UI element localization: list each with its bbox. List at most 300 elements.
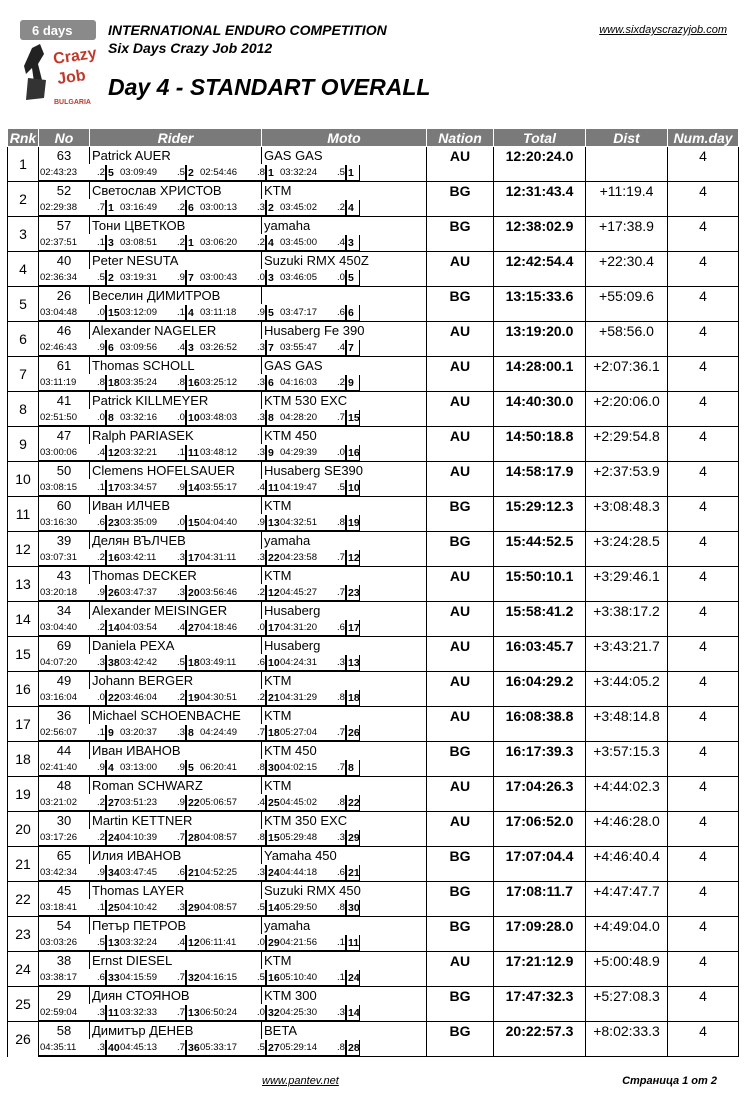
bib-number-cell: 63	[39, 147, 90, 165]
stage-time-fraction: .0	[257, 936, 265, 948]
stage-times-row	[8, 969, 739, 987]
table-row	[8, 707, 739, 725]
stage-time	[266, 340, 346, 356]
stage-times-cell	[39, 654, 427, 672]
spacer-cell	[427, 339, 494, 357]
stage-position: 12	[348, 551, 360, 564]
stage-time-fraction: .2	[257, 236, 265, 248]
stage-times	[39, 1005, 426, 1021]
total-time-cell: 12:31:43.4	[494, 182, 586, 200]
stage-time-fraction: .9	[177, 796, 185, 808]
stage-times-row	[8, 829, 739, 847]
stage-time-value: 04:28:20	[280, 411, 317, 423]
stage-time-fraction: .6	[97, 516, 105, 528]
spacer-cell	[668, 1039, 739, 1057]
moto-cell: BETA	[262, 1022, 427, 1040]
stage-time	[106, 550, 186, 566]
stage-time	[186, 515, 266, 531]
logo-crazy-text: Crazy	[52, 45, 98, 68]
stage-times-cell	[39, 164, 427, 182]
moto-cell: KTM	[262, 672, 427, 690]
total-time-cell: 12:42:54.4	[494, 252, 586, 270]
stage-time-value: 03:46:05	[280, 271, 317, 283]
bib-number-cell: 48	[39, 777, 90, 795]
stage-time-value: 03:20:18	[40, 586, 77, 598]
stage-time-fraction: .5	[97, 271, 105, 283]
spacer-cell	[427, 304, 494, 322]
stage-time-value: 04:18:46	[200, 621, 237, 633]
stage-time-fraction: .4	[257, 796, 265, 808]
stage-time	[266, 305, 346, 321]
spacer-cell	[494, 269, 586, 287]
spacer-cell	[427, 654, 494, 672]
stage-time-value: 03:21:02	[40, 796, 77, 808]
stage-time-fraction: .7	[97, 201, 105, 213]
moto-cell: yamaha	[262, 217, 427, 235]
stage-time	[186, 830, 266, 846]
stage-time	[106, 515, 186, 531]
stage-position: 17	[188, 551, 200, 564]
stage-time-value: 02:51:50	[40, 411, 77, 423]
stage-time	[186, 900, 266, 916]
stage-time-fraction: .3	[177, 726, 185, 738]
bib-number-cell: 39	[39, 532, 90, 550]
table-row	[8, 602, 739, 620]
stage-time-fraction: .9	[257, 306, 265, 318]
moto-cell: KTM	[262, 707, 427, 725]
stage-position: 4	[186, 305, 199, 320]
stage-time	[106, 235, 186, 251]
moto-cell: yamaha	[262, 917, 427, 935]
rider-name-cell: Диян СТОЯНОВ	[90, 987, 262, 1005]
stage-time-value: 03:08:51	[120, 236, 157, 248]
spacer-cell	[427, 409, 494, 427]
stage-time-value: 03:42:42	[120, 656, 157, 668]
moto-cell: KTM 350 EXC	[262, 812, 427, 830]
total-time-cell: 17:07:04.4	[494, 847, 586, 865]
stage-time-fraction: .0	[97, 306, 105, 318]
num-day-cell: 4	[668, 637, 739, 655]
total-time-cell: 17:06:52.0	[494, 812, 586, 830]
stage-time	[106, 795, 186, 811]
stage-position: 14	[268, 901, 280, 914]
bib-number-cell: 46	[39, 322, 90, 340]
rank-cell: 23	[8, 917, 39, 952]
stage-time	[186, 270, 266, 286]
stage-time-fraction: .0	[337, 446, 345, 458]
stage-times-cell	[39, 759, 427, 777]
nation-cell: AU	[427, 322, 494, 340]
stage-times-row	[8, 899, 739, 917]
stage-time	[186, 480, 266, 496]
stage-time	[346, 935, 360, 951]
bib-number-cell: 40	[39, 252, 90, 270]
stage-time	[346, 585, 360, 601]
spacer-cell	[668, 164, 739, 182]
stage-position: 4	[346, 200, 359, 215]
stage-time	[39, 900, 106, 916]
total-time-cell: 15:58:41.2	[494, 602, 586, 620]
stage-time-fraction: .5	[257, 901, 265, 913]
footer-link[interactable]: www.pantev.net	[262, 1075, 339, 1087]
stage-position: 27	[108, 796, 120, 809]
stage-time	[39, 1040, 106, 1056]
rider-name-cell: Thomas SCHOLL	[90, 357, 262, 375]
stage-time-fraction: .0	[337, 271, 345, 283]
spacer-cell	[668, 829, 739, 847]
table-row	[8, 742, 739, 760]
stage-times-row	[8, 549, 739, 567]
num-day-cell: 4	[668, 462, 739, 480]
total-time-cell: 16:03:45.7	[494, 637, 586, 655]
logo-country-text: BULGARIA	[54, 99, 91, 106]
stage-position: 11	[188, 446, 200, 459]
stage-time	[39, 340, 106, 356]
rider-name-cell: Johann BERGER	[90, 672, 262, 690]
stage-time-value: 04:08:57	[200, 831, 237, 843]
rider-name-cell: Michael SCHOENBACHE	[90, 707, 262, 725]
stage-position: 38	[108, 656, 120, 669]
stage-times-row	[8, 724, 739, 742]
stage-time-value: 02:59:04	[40, 1006, 77, 1018]
spacer-cell	[427, 479, 494, 497]
stage-time-value: 04:29:39	[280, 446, 317, 458]
stage-times-cell	[39, 969, 427, 987]
stage-time-fraction: .5	[257, 1041, 265, 1053]
bib-number-cell: 34	[39, 602, 90, 620]
stage-time-fraction: .8	[337, 691, 345, 703]
stage-time-value: 04:10:42	[120, 901, 157, 913]
stage-time-fraction: .5	[177, 656, 185, 668]
stage-position: 3	[186, 340, 199, 355]
stage-time-value: 03:47:37	[120, 586, 157, 598]
stage-time-value: 03:00:43	[200, 271, 237, 283]
nation-cell: AU	[427, 812, 494, 830]
stage-time	[346, 970, 360, 986]
spacer-cell	[427, 1039, 494, 1057]
stage-time	[39, 725, 106, 741]
spacer-cell	[427, 269, 494, 287]
stage-time-fraction: .8	[337, 901, 345, 913]
stage-times-row	[8, 514, 739, 532]
table-row	[8, 147, 739, 165]
stage-time	[346, 375, 360, 391]
table-row	[8, 1022, 739, 1040]
bib-number-cell: 29	[39, 987, 90, 1005]
moto-cell: Husaberg	[262, 602, 427, 620]
nation-cell: BG	[427, 217, 494, 235]
spacer-cell	[427, 234, 494, 252]
stage-time-value: 04:30:51	[200, 691, 237, 703]
stage-times	[39, 445, 426, 461]
stage-times-row	[8, 934, 739, 952]
total-time-cell: 13:19:20.0	[494, 322, 586, 340]
stage-time-value: 03:45:02	[280, 201, 317, 213]
stage-time	[186, 410, 266, 426]
stage-position: 25	[108, 901, 120, 914]
rank-cell: 26	[8, 1022, 39, 1057]
event-logo	[18, 18, 100, 114]
stage-time-value: 04:31:29	[280, 691, 317, 703]
stage-position: 22	[108, 691, 120, 704]
nation-cell: AU	[427, 357, 494, 375]
stage-time-fraction: .6	[177, 866, 185, 878]
stage-time	[39, 795, 106, 811]
distance-cell: +4:46:28.0	[586, 812, 668, 830]
stage-position: 18	[348, 691, 360, 704]
stage-time	[266, 550, 346, 566]
stage-time-fraction: .6	[257, 656, 265, 668]
stage-time-fraction: .3	[257, 341, 265, 353]
num-day-cell: 4	[668, 917, 739, 935]
stage-time-value: 03:04:48	[40, 306, 77, 318]
stage-time-value: 03:48:03	[200, 411, 237, 423]
rider-name-cell: Веселин ДИМИТРОВ	[90, 287, 262, 305]
spacer-cell	[494, 444, 586, 462]
rank-cell: 11	[8, 497, 39, 532]
stage-time-fraction: .3	[97, 1041, 105, 1053]
spacer-cell	[586, 899, 668, 917]
distance-cell: +22:30.4	[586, 252, 668, 270]
stage-time-fraction: .1	[97, 726, 105, 738]
spacer-cell	[586, 549, 668, 567]
bib-number-cell: 50	[39, 462, 90, 480]
stage-position: 8	[266, 410, 279, 425]
stage-time	[106, 655, 186, 671]
spacer-cell	[668, 479, 739, 497]
moto-cell: Husaberg SE390	[262, 462, 427, 480]
num-day-cell: 4	[668, 567, 739, 585]
stage-time-fraction: .8	[257, 831, 265, 843]
stage-times-cell	[39, 339, 427, 357]
stage-times	[39, 235, 426, 251]
stage-time	[346, 900, 360, 916]
website-link[interactable]: www.sixdayscrazyjob.com	[599, 24, 727, 36]
stage-time-value: 04:45:02	[280, 796, 317, 808]
stage-time-fraction: .2	[337, 201, 345, 213]
bib-number-cell: 41	[39, 392, 90, 410]
spacer-cell	[494, 969, 586, 987]
stage-position: 27	[268, 1041, 280, 1054]
stage-times	[39, 900, 426, 916]
stage-time-fraction: .9	[97, 761, 105, 773]
stage-time-value: 03:16:30	[40, 516, 77, 528]
rider-name-cell: Patrick KILLMEYER	[90, 392, 262, 410]
spacer-cell	[668, 619, 739, 637]
stage-time	[186, 445, 266, 461]
table-row	[8, 917, 739, 935]
rider-name-cell: Делян ВЪЛЧЕВ	[90, 532, 262, 550]
total-time-cell: 13:15:33.6	[494, 287, 586, 305]
total-time-cell: 17:21:12.9	[494, 952, 586, 970]
stage-time-fraction: .3	[257, 446, 265, 458]
stage-time-fraction: .2	[337, 376, 345, 388]
moto-cell: KTM	[262, 182, 427, 200]
num-day-cell: 4	[668, 357, 739, 375]
spacer-cell	[494, 1004, 586, 1022]
spacer-cell	[586, 479, 668, 497]
stage-time-value: 04:02:15	[280, 761, 317, 773]
stage-times	[39, 375, 426, 391]
spacer-cell	[586, 374, 668, 392]
stage-time-fraction: .9	[97, 866, 105, 878]
moto-cell: KTM	[262, 777, 427, 795]
stage-time-fraction: .2	[97, 831, 105, 843]
stage-time	[346, 1040, 360, 1056]
stage-position: 24	[268, 866, 280, 879]
stage-times-row	[8, 339, 739, 357]
bib-number-cell: 38	[39, 952, 90, 970]
stage-time	[266, 270, 346, 286]
stage-time	[266, 375, 346, 391]
stage-time-fraction: .9	[97, 586, 105, 598]
stage-position: 21	[188, 866, 200, 879]
stage-times	[39, 865, 426, 881]
stage-times-cell	[39, 794, 427, 812]
num-day-cell: 4	[668, 497, 739, 515]
stage-time-fraction: .2	[97, 621, 105, 633]
stage-times-row	[8, 864, 739, 882]
stage-time-value: 04:35:11	[40, 1041, 77, 1053]
rider-name-cell: Alexander NAGELER	[90, 322, 262, 340]
stage-times	[39, 515, 426, 531]
stage-time	[39, 620, 106, 636]
stage-position: 18	[108, 376, 120, 389]
total-time-cell: 14:40:30.0	[494, 392, 586, 410]
stage-time-fraction: .2	[257, 586, 265, 598]
rider-name-cell: Петър ПЕТРОВ	[90, 917, 262, 935]
rank-cell: 8	[8, 392, 39, 427]
results-table	[7, 128, 739, 1057]
stage-time	[106, 1040, 186, 1056]
bib-number-cell: 43	[39, 567, 90, 585]
stage-time	[186, 550, 266, 566]
stage-time-value: 03:16:04	[40, 691, 77, 703]
moto-cell: KTM	[262, 952, 427, 970]
stage-time	[106, 830, 186, 846]
distance-cell: +3:57:15.3	[586, 742, 668, 760]
stage-times-row	[8, 444, 739, 462]
logo-days-text: 6 days	[32, 23, 73, 38]
nation-cell: AU	[427, 602, 494, 620]
stage-time-value: 05:10:40	[280, 971, 317, 983]
stage-position: 3	[266, 270, 279, 285]
bib-number-cell: 36	[39, 707, 90, 725]
table-row	[8, 847, 739, 865]
nation-cell: BG	[427, 497, 494, 515]
stage-time-fraction: .7	[337, 761, 345, 773]
stage-position: 11	[268, 481, 280, 494]
rank-cell: 5	[8, 287, 39, 322]
stage-time-value: 04:25:30	[280, 1006, 317, 1018]
spacer-cell	[494, 724, 586, 742]
stage-time-fraction: .8	[97, 376, 105, 388]
spacer-cell	[494, 374, 586, 392]
stage-time	[39, 375, 106, 391]
stage-time-fraction: .8	[257, 166, 265, 178]
spacer-cell	[668, 584, 739, 602]
stage-position: 6	[266, 375, 279, 390]
total-time-cell: 20:22:57.3	[494, 1022, 586, 1040]
stage-time-value: 03:00:06	[40, 446, 77, 458]
stage-position: 20	[188, 586, 200, 599]
distance-cell: +2:29:54.8	[586, 427, 668, 445]
spacer-cell	[668, 199, 739, 217]
spacer-cell	[427, 584, 494, 602]
spacer-cell	[427, 899, 494, 917]
stage-time	[106, 690, 186, 706]
stage-time	[346, 410, 360, 426]
stage-time-value: 04:24:49	[200, 726, 237, 738]
stage-times-row	[8, 654, 739, 672]
stage-time-value: 03:32:24	[120, 936, 157, 948]
stage-time	[266, 585, 346, 601]
stage-times-cell	[39, 724, 427, 742]
stage-position: 29	[348, 831, 360, 844]
stage-time-fraction: .5	[337, 166, 345, 178]
spacer-cell	[427, 199, 494, 217]
stage-time-fraction: .1	[177, 446, 185, 458]
stage-position: 15	[188, 516, 200, 529]
stage-time-value: 03:06:20	[200, 236, 237, 248]
spacer-cell	[668, 899, 739, 917]
stage-time	[186, 795, 266, 811]
spacer-cell	[427, 829, 494, 847]
stage-time	[266, 900, 346, 916]
bib-number-cell: 52	[39, 182, 90, 200]
total-time-cell: 12:38:02.9	[494, 217, 586, 235]
stage-time-fraction: .1	[337, 936, 345, 948]
stage-times	[39, 200, 426, 216]
spacer-cell	[427, 549, 494, 567]
stage-times-row	[8, 479, 739, 497]
stage-time-value: 03:56:46	[200, 586, 237, 598]
spacer-cell	[586, 934, 668, 952]
total-time-cell: 15:29:12.3	[494, 497, 586, 515]
stage-time-fraction: .7	[177, 971, 185, 983]
stage-time-fraction: .7	[337, 586, 345, 598]
stage-time	[39, 760, 106, 776]
spacer-cell	[668, 234, 739, 252]
stage-time	[346, 690, 360, 706]
stage-time	[346, 200, 360, 216]
stage-times	[39, 795, 426, 811]
stage-time	[106, 760, 186, 776]
stage-time-value: 04:16:03	[280, 376, 317, 388]
stage-time-value: 02:43:23	[40, 166, 77, 178]
spacer-cell	[427, 1004, 494, 1022]
table-row	[8, 322, 739, 340]
stage-time-value: 03:11:19	[40, 376, 77, 388]
stage-time	[186, 235, 266, 251]
table-row	[8, 217, 739, 235]
stage-times-cell	[39, 829, 427, 847]
stage-position: 23	[348, 586, 360, 599]
stage-time-value: 02:54:46	[200, 166, 237, 178]
stage-times-row	[8, 269, 739, 287]
num-day-cell: 4	[668, 812, 739, 830]
stage-position: 13	[348, 656, 360, 669]
table-row	[8, 427, 739, 445]
distance-cell: +5:00:48.9	[586, 952, 668, 970]
nation-cell: AU	[427, 777, 494, 795]
stage-time	[266, 515, 346, 531]
stage-time	[346, 550, 360, 566]
bib-number-cell: 49	[39, 672, 90, 690]
stage-position: 27	[188, 621, 200, 634]
stage-position: 24	[108, 831, 120, 844]
nation-cell: BG	[427, 182, 494, 200]
